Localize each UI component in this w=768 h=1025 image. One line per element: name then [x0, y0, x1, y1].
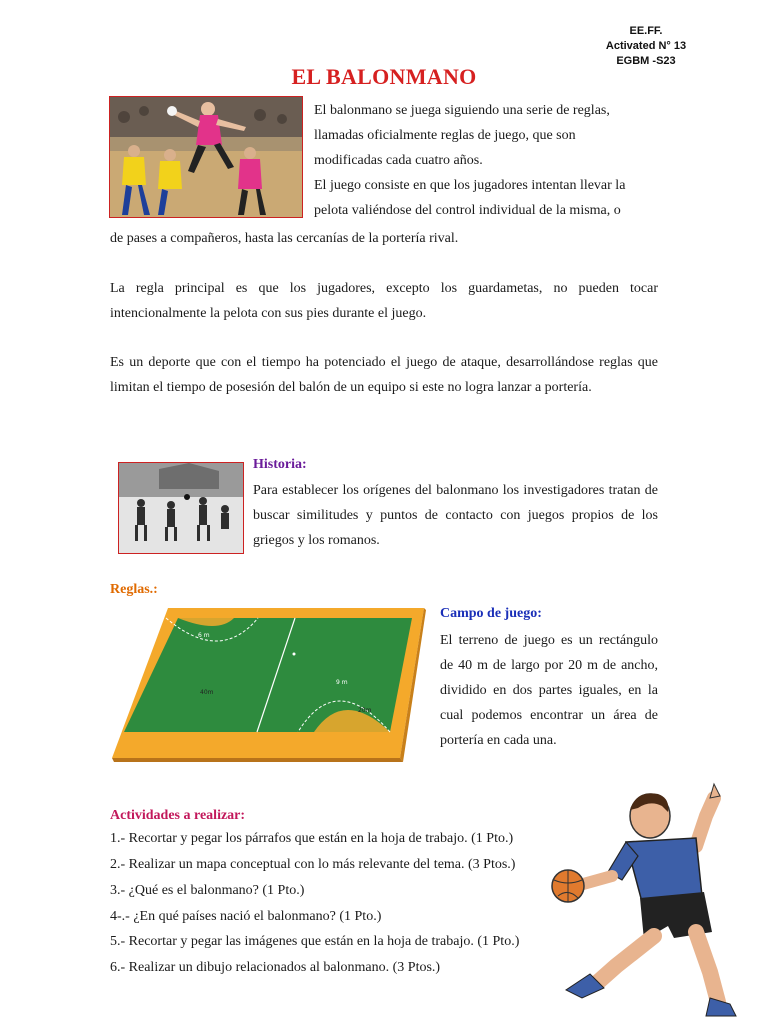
court-label-6m: 6 m — [198, 632, 210, 639]
page-title: EL BALONMANO — [291, 64, 477, 89]
activity-item: 3.- ¿Qué es el balonmano? (1 Pto.) — [110, 883, 305, 898]
intro-line-1: El balonmano se juega siguiendo una serie de reglas, — [314, 103, 610, 118]
handball-player-illustration — [546, 776, 740, 1020]
court-label-40m: 40m — [200, 689, 214, 696]
intro-line-4: El juego consiste en que los jugadores intentan llevar la — [314, 178, 626, 193]
header-activity-number: Activated N° 13 — [605, 40, 687, 52]
activity-item: 6.- Realizar un dibujo relacionados al balonmano. (3 Ptos.) — [110, 960, 441, 975]
header-subject: EE.FF. — [629, 25, 663, 37]
header-course: EGBM -S23 — [616, 55, 676, 67]
main-rule-paragraph: La regla principal es que los jugadores, excepto los guardametas, no pueden tocar intencionalmente la pelota con sus pies durante el juego. — [110, 281, 658, 321]
activity-item: 1.- Recortar y pegar los párrafos que están en la hoja de trabajo. (1 Pto.) — [110, 831, 514, 846]
campo-paragraph: El terreno de juego es un rectángulo de 40 m de largo por 20 m de ancho, dividido en dos partes iguales, en la cual podemos encontrar un área de portería en cada una. — [440, 633, 658, 748]
handball-court-diagram — [108, 604, 428, 762]
intro-line-5: pelota valiéndose del control individual de la misma, o — [314, 203, 621, 218]
handball-action-photo — [109, 96, 303, 218]
activity-item: 2.- Realizar un mapa conceptual con lo más relevante del tema. (3 Ptos.) — [110, 857, 516, 872]
court-label-9m: 9 m — [336, 679, 348, 686]
activity-item: 4-.- ¿En qué países nació el balonmano? (1 Pto.) — [110, 909, 382, 924]
campo-heading: Campo de juego: — [440, 606, 542, 621]
historia-heading: Historia: — [253, 457, 307, 472]
intro-line-6: de pases a compañeros, hasta las cercanías de la portería rival. — [110, 231, 459, 246]
historia-paragraph: Para establecer los orígenes del balonmano los investigadores tratan de buscar similitudes y puntos de contacto con juegos propios de los griegos y los romanos. — [253, 483, 658, 548]
worksheet-header — [586, 24, 706, 69]
attack-paragraph: Es un deporte que con el tiempo ha potenciado el juego de ataque, desarrollándose reglas que limitan el tiempo de posesión del balón de un equipo si este no logra lanzar a portería. — [110, 355, 658, 395]
activity-item: 5.- Recortar y pegar las imágenes que están en la hoja de trabajo. (1 Pto.) — [110, 934, 520, 949]
historic-handball-photo — [118, 462, 244, 554]
intro-line-2: llamadas oficialmente reglas de juego, que son — [314, 128, 576, 143]
court-label-20m: 20m — [358, 707, 372, 714]
intro-line-3: modificadas cada cuatro años. — [314, 153, 483, 168]
actividades-heading: Actividades a realizar: — [110, 808, 246, 823]
reglas-heading: Reglas.: — [110, 582, 158, 597]
